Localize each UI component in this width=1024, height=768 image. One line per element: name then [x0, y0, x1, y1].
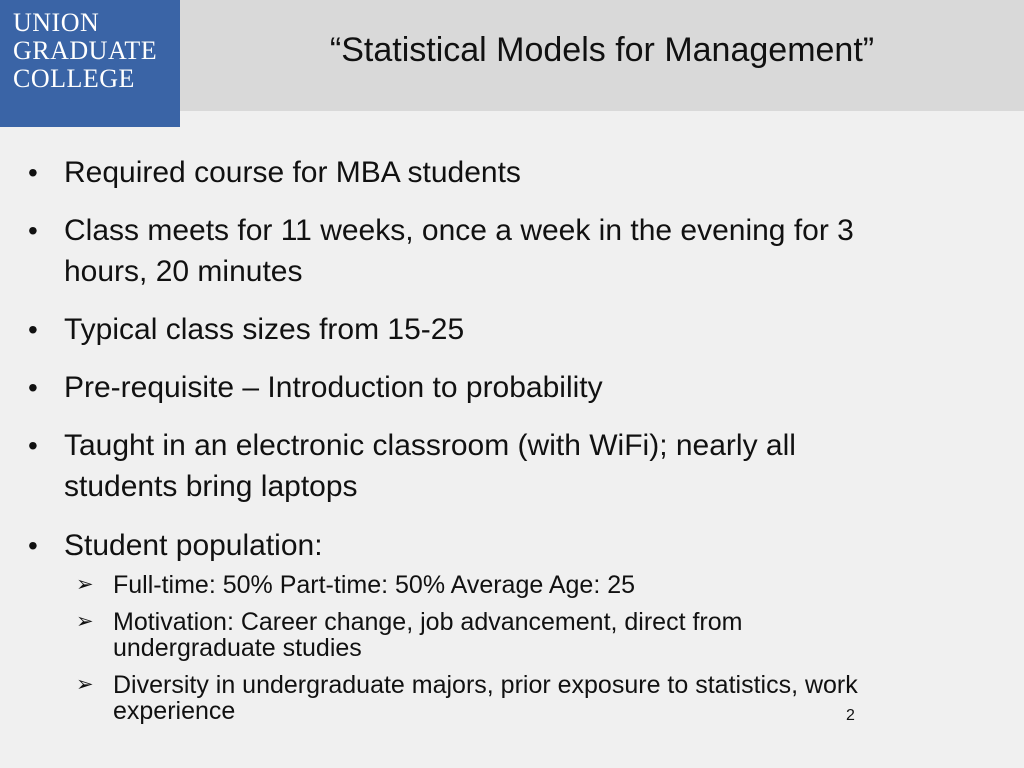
bullet-electronic-classroom-cont: students bring laptops: [64, 470, 358, 503]
arrow-bullet-icon: ➢: [76, 610, 94, 633]
bullet-marker: •: [28, 530, 38, 561]
sub-bullet-diversity: Diversity in undergraduate majors, prior exposure to statistics, work: [113, 671, 858, 699]
bullet-class-meets-cont: hours, 20 minutes: [64, 255, 303, 288]
bullet-electronic-classroom: Taught in an electronic classroom (with WiFi); nearly all: [64, 429, 796, 462]
sub-bullet-motivation-cont: undergraduate studies: [113, 634, 362, 662]
bullet-required-course: Required course for MBA students: [64, 156, 521, 189]
union-graduate-college-logo: [0, 0, 180, 127]
bullet-marker: •: [28, 215, 38, 246]
bullet-student-population: Student population:: [64, 529, 323, 562]
logo-line-1: UNION: [13, 8, 100, 37]
bullet-class-meets: Class meets for 11 weeks, once a week in the evening for 3: [64, 214, 854, 247]
bullet-marker: •: [28, 430, 38, 461]
page-number: 2: [846, 707, 855, 724]
bullet-marker: •: [28, 314, 38, 345]
bullet-class-sizes: Typical class sizes from 15-25: [64, 313, 465, 346]
arrow-bullet-icon: ➢: [76, 673, 94, 696]
slide-title: “Statistical Models for Management”: [329, 31, 875, 69]
sub-bullet-diversity-cont: experience: [113, 697, 236, 725]
arrow-bullet-icon: ➢: [76, 573, 94, 596]
sub-bullet-motivation: Motivation: Career change, job advancement, direct from: [113, 608, 743, 636]
sub-bullet-full-time: Full-time: 50% Part-time: 50% Average Age: 25: [113, 571, 636, 599]
bullet-marker: •: [28, 372, 38, 403]
bullet-marker: •: [28, 157, 38, 188]
logo-line-3: COLLEGE: [13, 64, 135, 93]
bullet-prerequisite: Pre-requisite – Introduction to probability: [64, 371, 603, 404]
logo-line-2: GRADUATE: [13, 36, 158, 65]
